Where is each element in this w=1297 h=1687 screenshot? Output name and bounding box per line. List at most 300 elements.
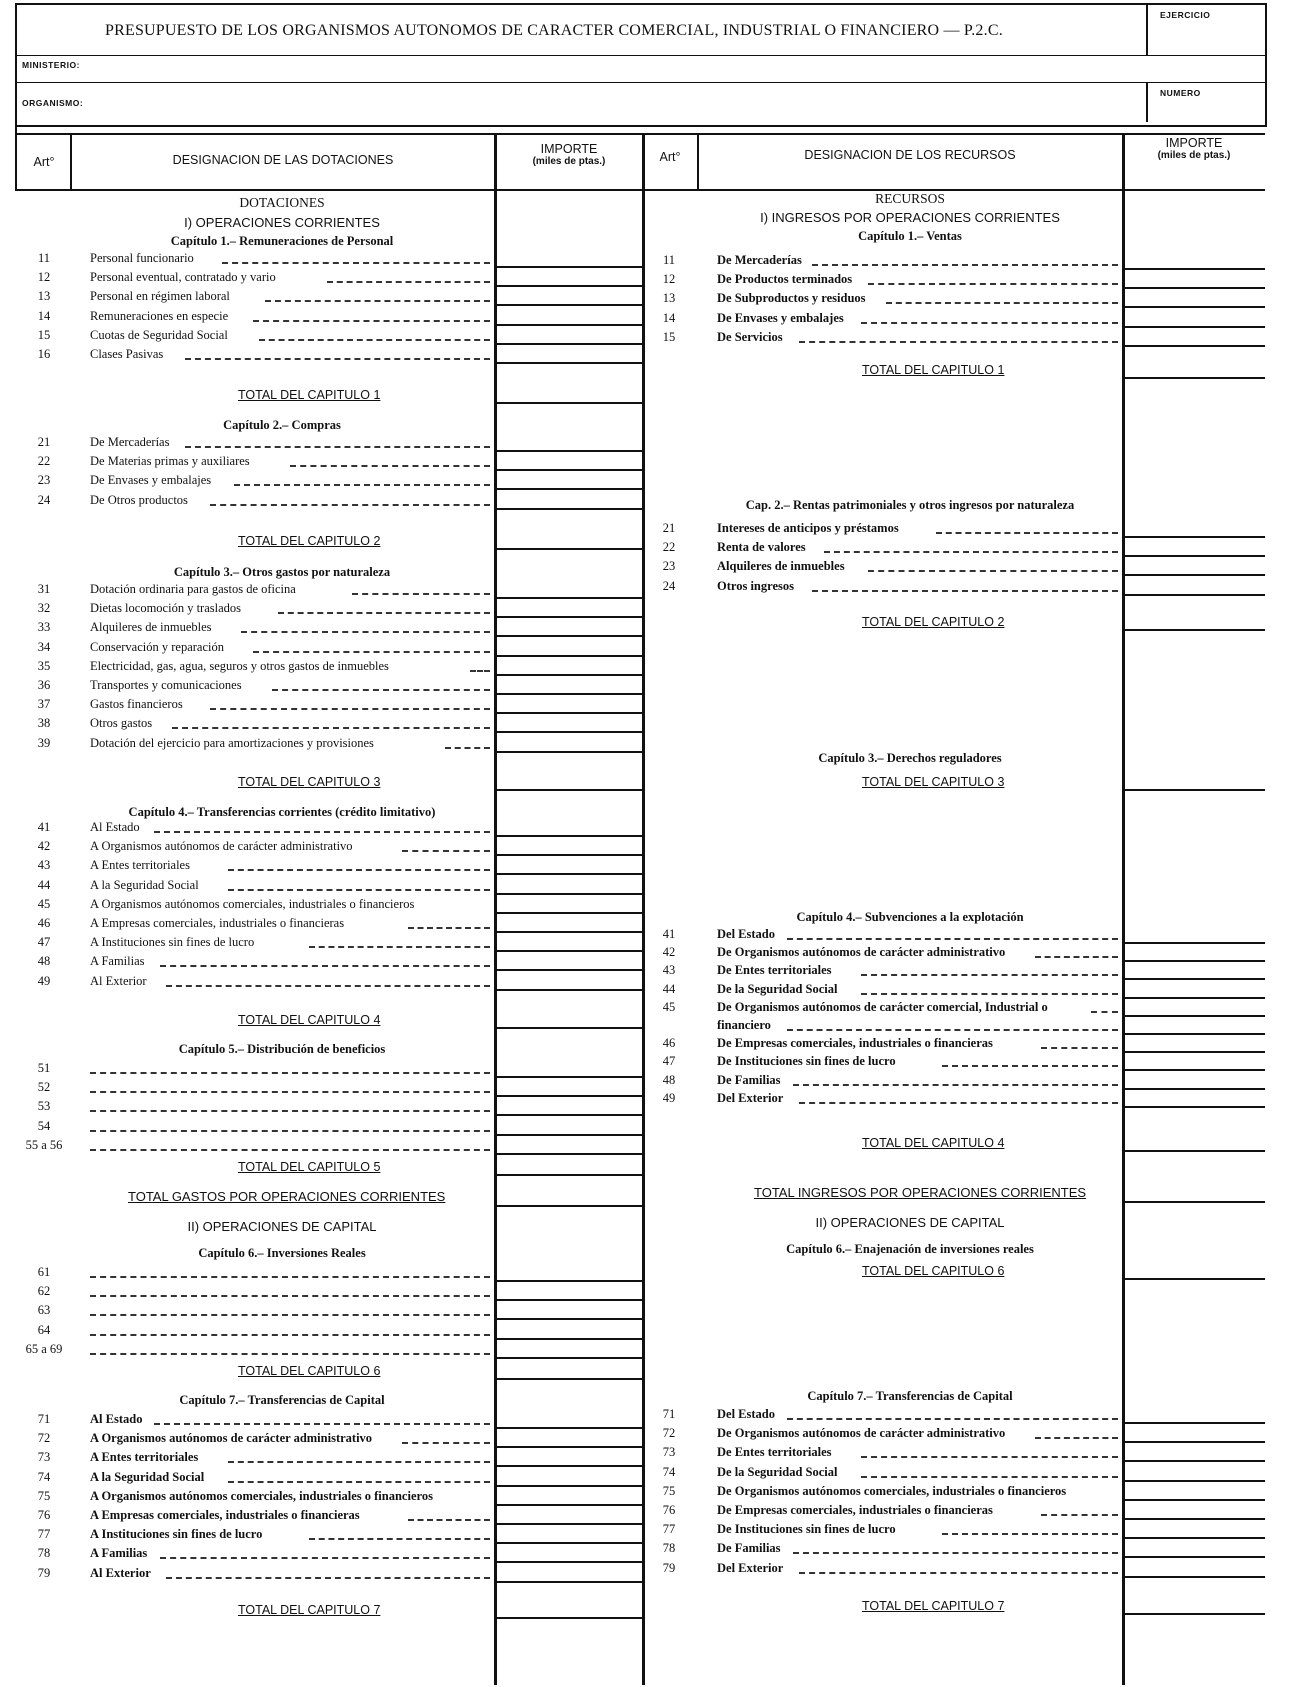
amount-line: [494, 1504, 642, 1506]
amount-line: [494, 469, 642, 471]
right-cap4-title: Capítulo 4.– Subvenciones a la explotación: [796, 910, 1024, 924]
right-designation-header: DESIGNACION DE LOS RECURSOS: [804, 148, 1016, 162]
article-number: 41: [662, 927, 676, 941]
row-label: Cuotas de Seguridad Social: [90, 327, 228, 342]
leader-dots: [812, 590, 1118, 592]
leader-dots: [861, 993, 1118, 995]
amount-line: [494, 751, 642, 753]
leader-dots: [402, 850, 490, 852]
right-importe-label: IMPORTE: [1165, 136, 1223, 150]
row-label: A Empresas comerciales, industriales o financieras: [90, 916, 345, 930]
row-label: Renta de valores: [717, 540, 806, 555]
row-label: Al Exterior: [90, 973, 147, 988]
article-number: 79: [37, 1565, 51, 1580]
row-label: De Servicios: [717, 329, 783, 344]
article-number: 47: [37, 935, 51, 950]
article-number: 62: [37, 1284, 51, 1299]
article-number: 63: [37, 1303, 51, 1318]
article-number: 23: [662, 559, 676, 574]
numero-label: NUMERO: [1160, 88, 1201, 98]
article-number: 23: [37, 473, 51, 488]
row-label: Clases Pasivas: [90, 347, 164, 361]
right-importe-rule-left: [1122, 133, 1125, 1685]
amount-line: [1122, 1518, 1265, 1520]
row-label: De Materias primas y auxiliares: [90, 454, 250, 469]
amount-line: [494, 1134, 642, 1136]
article-number: 48: [662, 1072, 676, 1087]
article-number: 37: [37, 697, 51, 712]
row-label: De Organismos autónomos de carácter administrativo: [717, 1426, 1006, 1441]
right-cap7-total: TOTAL DEL CAPITULO 7: [862, 1599, 1005, 1613]
amount-line: [494, 1318, 642, 1320]
article-number: 16: [37, 347, 51, 361]
amount-line: [1122, 960, 1265, 962]
amount-line: [1122, 1106, 1265, 1108]
right-grand-total: TOTAL INGRESOS POR OPERACIONES CORRIENTES: [754, 1185, 1087, 1200]
leader-dots: [210, 504, 490, 506]
leader-dots: [1041, 1047, 1118, 1049]
right-cap2-total-line: [1122, 629, 1265, 631]
article-number: 41: [37, 820, 51, 834]
amount-line: [1122, 1441, 1265, 1443]
row-label: Alquileres de inmuebles: [90, 620, 212, 635]
leader-dots: [259, 339, 490, 341]
numero-divider: [1146, 82, 1148, 122]
article-number: 44: [662, 981, 676, 996]
right-cap7-title: Capítulo 7.– Transferencias de Capital: [807, 1389, 1013, 1403]
article-number: 46: [37, 916, 51, 930]
amount-line: [494, 712, 642, 714]
article-number: 65 a 69: [25, 1341, 63, 1356]
amount-line: [494, 1338, 642, 1340]
right-art-rule: [697, 133, 699, 189]
row-label: Al Estado: [90, 1412, 143, 1426]
row-label: Dotación del ejercicio para amortizaciones y provisiones: [90, 735, 374, 750]
leader-dots: [886, 302, 1118, 304]
row-label: A Organismos autónomos de carácter administrativo: [90, 839, 353, 854]
right-cap6-total-line: [1122, 1278, 1265, 1280]
article-number: 71: [662, 1407, 676, 1421]
row-label: A Familias: [90, 1546, 148, 1561]
right-art-header: Art°: [659, 150, 681, 164]
article-number: 36: [37, 678, 51, 692]
row-label: A Organismos autónomos comerciales, industriales o financieros: [90, 1488, 433, 1503]
row-label: Personal en régimen laboral: [90, 289, 230, 304]
left-outer-rule: [15, 123, 17, 189]
leader-dots: [868, 283, 1118, 285]
leader-dots: [824, 551, 1118, 553]
amount-line: [494, 488, 642, 490]
article-number: 12: [37, 270, 51, 285]
leader-dots: [278, 612, 490, 614]
left-cap1-total-line: [494, 402, 642, 404]
row-label: De Empresas comerciales, industriales o financieras: [717, 1036, 993, 1051]
row-label: Del Exterior: [717, 1560, 784, 1575]
article-number: 73: [662, 1445, 676, 1460]
left-cap7-title: Capítulo 7.– Transferencias de Capital: [179, 1393, 385, 1407]
amount-line: [494, 1114, 642, 1116]
leader-dots: [185, 446, 490, 448]
right-cap1-total-line: [1122, 377, 1265, 379]
amount-line: [494, 854, 642, 856]
right-grand-total-line: [1122, 1201, 1265, 1203]
article-number: 43: [662, 963, 676, 978]
amount-line: [1122, 978, 1265, 980]
leader-dots: [90, 1314, 490, 1316]
article-number: 42: [662, 945, 676, 960]
row-label: Personal eventual, contratado y vario: [90, 270, 276, 285]
article-number: 34: [37, 639, 51, 654]
left-cap4-title: Capítulo 4.– Transferencias corrientes (crédito limitativo): [128, 805, 436, 819]
amount-line: [1122, 1556, 1265, 1558]
amount-line: [494, 635, 642, 637]
leader-dots: [90, 1149, 490, 1151]
amount-line: [494, 1581, 642, 1583]
amount-line: [494, 1095, 642, 1097]
left-ops-corrientes: I) OPERACIONES CORRIENTES: [184, 215, 380, 230]
left-cap3-total-line: [494, 789, 642, 791]
left-cap4-total: TOTAL DEL CAPITULO 4: [238, 1013, 381, 1027]
amount-line: [1122, 287, 1265, 289]
leader-dots: [942, 1065, 1118, 1067]
right-heading: RECURSOS: [875, 191, 945, 206]
left-cap1-title: Capítulo 1.– Remuneraciones de Personal: [170, 234, 394, 248]
article-number: 13: [37, 289, 51, 304]
header-divider: [1146, 3, 1148, 55]
leader-dots: [1035, 1437, 1118, 1439]
amount-line: [1122, 1051, 1265, 1053]
leader-dots: [154, 831, 490, 833]
row-label: Otros ingresos: [717, 578, 794, 593]
leader-dots: [861, 1456, 1118, 1458]
row-label: De Mercaderías: [90, 435, 170, 449]
left-cap7-total: TOTAL DEL CAPITULO 7: [238, 1603, 381, 1617]
leader-dots: [1041, 1514, 1118, 1516]
row-label: De Instituciones sin fines de lucro: [717, 1054, 896, 1069]
left-designation-header: DESIGNACION DE LAS DOTACIONES: [172, 153, 394, 167]
article-number: 44: [37, 877, 51, 892]
row-label: Intereses de anticipos y préstamos: [717, 521, 899, 535]
amount-line: [494, 950, 642, 952]
ejercicio-label: EJERCICIO: [1160, 10, 1211, 20]
amount-line: [494, 362, 642, 364]
row-label: A Organismos autónomos de carácter administrativo: [90, 1431, 373, 1446]
row-label: De Entes territoriales: [717, 1445, 832, 1460]
article-number: 49: [37, 973, 51, 988]
left-cap2-total-line: [494, 548, 642, 550]
row-label: Remuneraciones en especie: [90, 308, 229, 323]
right-cap4-total-line: [1122, 1150, 1265, 1152]
article-number: 22: [662, 540, 676, 555]
left-cap2-title: Capítulo 2.– Compras: [223, 418, 341, 432]
article-number: 64: [37, 1322, 51, 1337]
amount-line: [494, 508, 642, 510]
left-cap3-total: TOTAL DEL CAPITULO 3: [238, 775, 381, 789]
leader-dots: [160, 1557, 490, 1559]
right-cap6-total: TOTAL DEL CAPITULO 6: [862, 1264, 1005, 1278]
amount-line: [1122, 1015, 1265, 1017]
leader-dots: [1035, 956, 1118, 958]
leader-dots: [228, 1481, 490, 1483]
amount-line: [494, 450, 642, 452]
amount-line: [1122, 1033, 1265, 1035]
left-art-header: Art°: [33, 155, 55, 169]
amount-line: [494, 1485, 642, 1487]
amount-line: [494, 873, 642, 875]
leader-dots: [309, 946, 490, 948]
amount-line: [1122, 555, 1265, 557]
row-label: De Envases y embalajes: [90, 473, 212, 488]
article-number: 46: [662, 1036, 676, 1051]
amount-line: [494, 285, 642, 287]
right-cap1-total: TOTAL DEL CAPITULO 1: [862, 363, 1005, 377]
left-importe-rule-left: [494, 133, 497, 1685]
leader-dots: [265, 300, 490, 302]
amount-line: [1122, 268, 1265, 270]
amount-line: [494, 1561, 642, 1563]
amount-line: [494, 1299, 642, 1301]
leader-dots: [272, 689, 490, 691]
leader-dots: [787, 1029, 1118, 1031]
row-label: A la Seguridad Social: [90, 1469, 205, 1484]
amount-line: [494, 655, 642, 657]
row-label: Dietas locomoción y traslados: [90, 601, 242, 616]
article-number: 71: [37, 1412, 51, 1426]
right-cap4-total: TOTAL DEL CAPITULO 4: [862, 1136, 1005, 1150]
left-cap2-total: TOTAL DEL CAPITULO 2: [238, 534, 381, 548]
leader-dots: [942, 1533, 1118, 1535]
article-number: 11: [37, 251, 51, 265]
article-number: 24: [662, 578, 676, 593]
right-importe-header: [1124, 136, 1264, 161]
leader-dots: [408, 927, 490, 929]
leader-dots: [185, 358, 490, 360]
row-label: Transportes y comunicaciones: [90, 678, 242, 692]
leader-dots: [90, 1295, 490, 1297]
leader-dots: [253, 651, 490, 653]
row-label: Al Exterior: [90, 1565, 151, 1580]
leader-dots: [234, 484, 490, 486]
table-top-line: [15, 133, 1265, 135]
left-art-rule: [70, 133, 72, 189]
leader-dots: [160, 965, 490, 967]
article-number: 21: [37, 435, 51, 449]
row-label: A Familias: [90, 954, 145, 969]
leader-dots: [445, 747, 490, 749]
leader-dots: [793, 1084, 1118, 1086]
row-label: De Entes territoriales: [717, 963, 832, 978]
amount-line: [494, 674, 642, 676]
article-number: 15: [662, 329, 676, 344]
leader-dots: [787, 1418, 1118, 1420]
amount-line: [1122, 997, 1265, 999]
leader-dots: [228, 1461, 490, 1463]
amount-line: [1122, 594, 1265, 596]
article-number: 77: [662, 1522, 676, 1537]
row-label: Otros gastos: [90, 716, 153, 731]
amount-line: [1122, 1088, 1265, 1090]
row-label: De Instituciones sin fines de lucro: [717, 1522, 896, 1537]
row-label: A Organismos autónomos comerciales, industriales o financieros: [90, 896, 415, 911]
leader-dots: [1091, 1011, 1118, 1013]
article-number: 49: [662, 1090, 676, 1105]
row-label: Conservación y reparación: [90, 639, 224, 654]
row-label: De Familias: [717, 1072, 781, 1087]
amount-line: [494, 1446, 642, 1448]
left-cap5-title: Capítulo 5.– Distribución de beneficios: [178, 1042, 386, 1056]
article-number: 75: [662, 1483, 676, 1498]
leader-dots: [799, 1102, 1118, 1104]
amount-line: [1122, 1576, 1265, 1578]
article-number: 74: [662, 1464, 676, 1479]
leader-dots: [90, 1276, 490, 1278]
left-importe-header: [496, 142, 642, 167]
row-label: De Organismos autónomos de carácter comercial, Industrial o: [717, 999, 1048, 1014]
right-ops-capital: II) OPERACIONES DE CAPITAL: [815, 1215, 1005, 1230]
row-label: Personal funcionario: [90, 251, 194, 265]
left-cap1-total: TOTAL DEL CAPITULO 1: [238, 388, 381, 402]
right-cap3-total: TOTAL DEL CAPITULO 3: [862, 775, 1005, 789]
article-number: 78: [37, 1546, 51, 1561]
leader-dots: [868, 570, 1118, 572]
row-label: De la Seguridad Social: [717, 981, 838, 996]
right-ops-corrientes: I) INGRESOS POR OPERACIONES CORRIENTES: [760, 210, 1060, 225]
ministerio-label: MINISTERIO:: [22, 60, 80, 70]
left-cap3-title: Capítulo 3.– Otros gastos por naturaleza: [173, 565, 391, 579]
left-cap6-total-line: [494, 1378, 642, 1380]
left-cap6-total: TOTAL DEL CAPITULO 6: [238, 1364, 381, 1378]
leader-dots: [228, 889, 490, 891]
leader-dots: [90, 1091, 490, 1093]
row-label: A Instituciones sin fines de lucro: [90, 1527, 263, 1542]
amount-line: [1122, 1069, 1265, 1071]
amount-line: [494, 597, 642, 599]
amount-line: [494, 343, 642, 345]
left-cap6-title: Capítulo 6.– Inversiones Reales: [198, 1246, 366, 1260]
article-number: 43: [37, 858, 51, 873]
article-number: 31: [37, 582, 51, 596]
article-number: 22: [37, 454, 51, 469]
leader-dots: [222, 262, 490, 264]
leader-dots: [787, 938, 1118, 940]
article-number: 55 a 56: [25, 1137, 63, 1152]
article-number: 72: [662, 1426, 676, 1441]
row-label: financiero: [717, 1018, 771, 1032]
leader-dots: [90, 1072, 490, 1074]
article-number: 75: [37, 1488, 51, 1503]
left-importe-label: IMPORTE: [540, 142, 598, 156]
leader-dots: [90, 1130, 490, 1132]
amount-line: [494, 931, 642, 933]
article-number: 53: [37, 1099, 51, 1114]
leader-dots: [309, 1538, 490, 1540]
article-number: 77: [37, 1527, 51, 1542]
article-number: 76: [37, 1508, 51, 1522]
right-cap2-total: TOTAL DEL CAPITULO 2: [862, 615, 1005, 629]
row-label: De la Seguridad Social: [717, 1464, 838, 1479]
amount-line: [1122, 1422, 1265, 1424]
amount-line: [494, 693, 642, 695]
article-number: 32: [37, 601, 51, 616]
leader-dots: [812, 264, 1118, 266]
amount-line: [494, 731, 642, 733]
row-label: Electricidad, gas, agua, seguros y otros gastos de inmuebles: [90, 658, 389, 673]
article-number: 51: [37, 1061, 51, 1075]
amount-line: [494, 1523, 642, 1525]
amount-line: [1122, 536, 1265, 538]
article-number: 78: [662, 1541, 676, 1556]
leader-dots: [861, 974, 1118, 976]
amount-line: [1122, 1499, 1265, 1501]
leader-dots: [154, 1423, 490, 1425]
left-grand-total: TOTAL GASTOS POR OPERACIONES CORRIENTES: [128, 1189, 446, 1204]
row-label: Del Estado: [717, 927, 775, 941]
article-number: 24: [37, 492, 51, 507]
row-label: Del Exterior: [717, 1090, 784, 1105]
article-number: 14: [662, 310, 676, 325]
leader-dots: [90, 1110, 490, 1112]
amount-line: [494, 1357, 642, 1359]
right-cap3-total-line: [1122, 789, 1265, 791]
amount-line: [494, 1542, 642, 1544]
row-label: Del Estado: [717, 1407, 775, 1421]
amount-line: [494, 1153, 642, 1155]
article-number: 14: [37, 308, 51, 323]
row-label: De Productos terminados: [717, 272, 853, 287]
amount-line: [1122, 306, 1265, 308]
ministerio-underline: [15, 82, 1265, 83]
page-title: PRESUPUESTO DE LOS ORGANISMOS AUTONOMOS DE CARACTER COMERCIAL, INDUSTRIAL O FINANCIERO — P.2.C.: [105, 22, 1003, 39]
article-number: 79: [662, 1560, 676, 1575]
leader-dots: [210, 708, 490, 710]
right-cap6-title: Capítulo 6.– Enajenación de inversiones reales: [786, 1242, 1034, 1256]
article-number: 38: [37, 716, 51, 731]
amount-line: [494, 1280, 642, 1282]
row-label: De Mercaderías: [717, 253, 802, 267]
leader-dots: [799, 341, 1118, 343]
article-number: 21: [662, 521, 676, 535]
leader-dots: [861, 1476, 1118, 1478]
leader-dots: [936, 532, 1118, 534]
left-cap5-total-line: [494, 1174, 642, 1176]
row-label: De Otros productos: [90, 492, 188, 507]
amount-line: [1122, 574, 1265, 576]
amount-line: [1122, 326, 1265, 328]
row-label: Dotación ordinaria para gastos de oficina: [90, 582, 296, 596]
row-label: Al Estado: [90, 820, 140, 834]
left-cap4-total-line: [494, 1027, 642, 1029]
amount-line: [494, 912, 642, 914]
row-label: De Empresas comerciales, industriales o financieras: [717, 1503, 993, 1517]
title-underline: [15, 55, 1265, 56]
article-number: 15: [37, 327, 51, 342]
leader-dots: [290, 465, 490, 467]
row-label: A Entes territoriales: [90, 858, 190, 873]
article-number: 76: [662, 1503, 676, 1517]
amount-line: [494, 616, 642, 618]
article-number: 35: [37, 658, 51, 673]
left-cap7-total-line: [494, 1617, 642, 1619]
leader-dots: [90, 1334, 490, 1336]
amount-line: [494, 1076, 642, 1078]
row-label: A la Seguridad Social: [90, 877, 199, 892]
right-cap1-title: Capítulo 1.– Ventas: [858, 229, 962, 243]
leader-dots: [799, 1572, 1118, 1574]
leader-dots: [408, 1519, 490, 1521]
amount-line: [1122, 942, 1265, 944]
leader-dots: [166, 985, 490, 987]
article-number: 39: [37, 735, 51, 750]
